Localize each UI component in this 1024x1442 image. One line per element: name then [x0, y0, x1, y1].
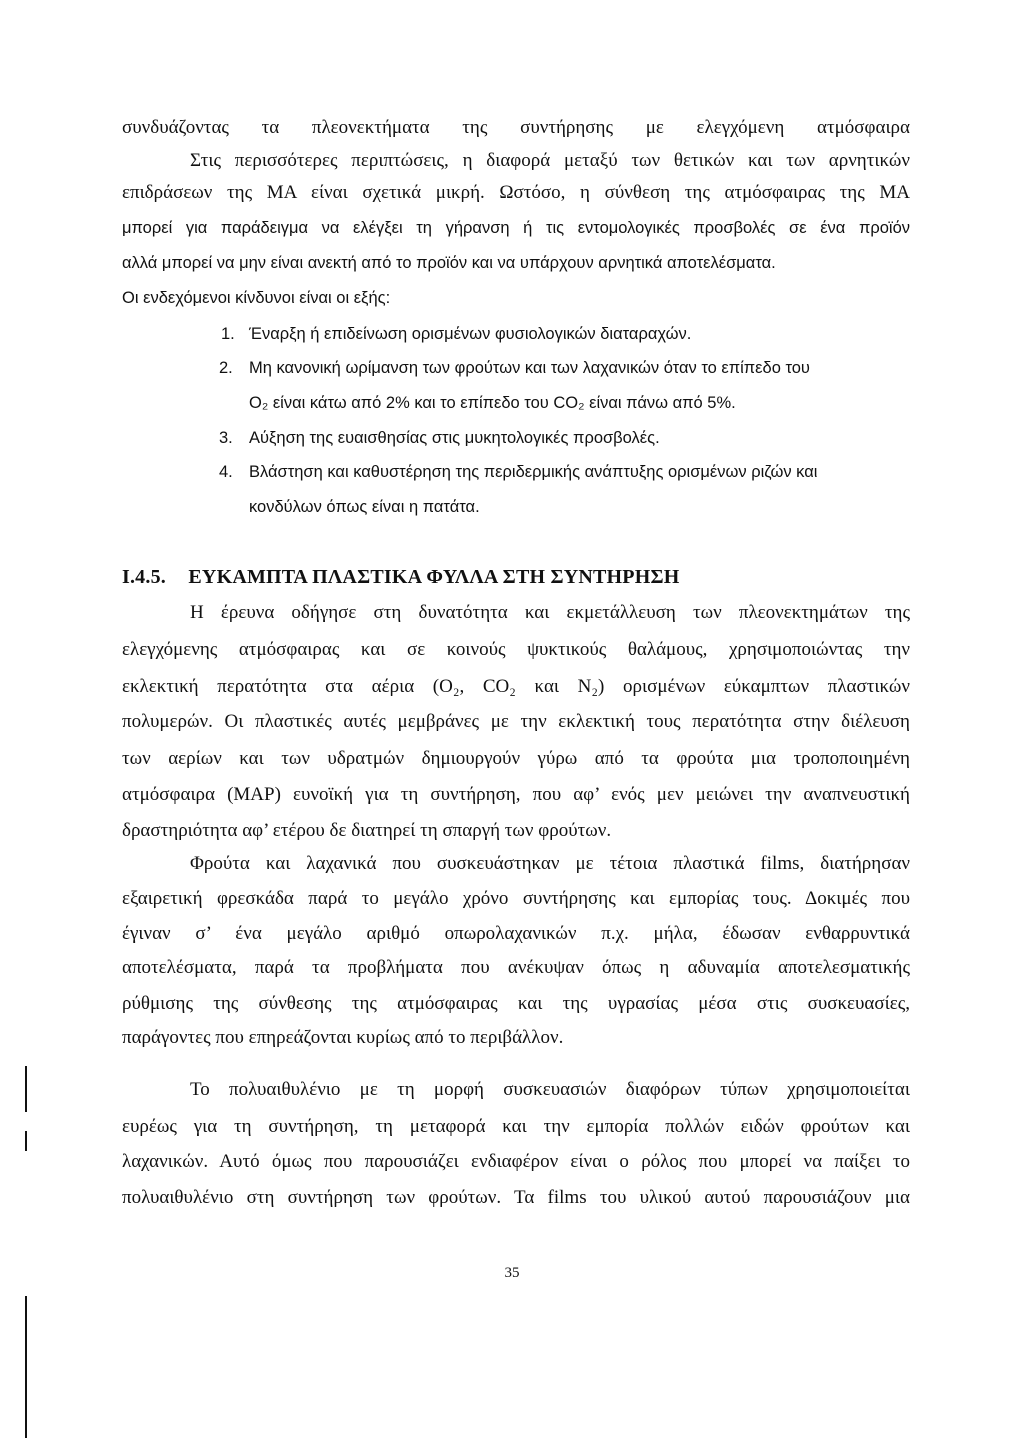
para2-line-4: αποτελέσματα, παρά τα προβλήματα που ανέκυψαν όπως η αδυναμία αποτελεσματικής	[122, 957, 910, 978]
risk-text: Μη κανονική ωρίμανση των φρούτων και των λαχανικών όταν το επίπεδο του	[249, 359, 810, 377]
intro-line-2: Στις περισσότερες περιπτώσεις, η διαφορά μεταξύ των θετικών και των αρνητικών	[190, 150, 910, 171]
para2-line-2: εξαιρετική φρεσκάδα παρά το μεγάλο χρόνο συντήρησης και εμπορίας τους. Δοκιμές που	[122, 888, 910, 909]
para1-line-5: των αερίων και των υδρατμών δημιουργούν γύρω από τα φρούτα μια τροποποιημένη	[122, 748, 910, 769]
risk-text: Βλάστηση και καθυστέρηση της περιδερμικής ανάπτυξης ορισμένων ριζών και	[249, 463, 818, 481]
risk-text: Έναρξη ή επιδείνωση ορισμένων φυσιολογικών διαταραχών.	[249, 325, 692, 343]
margin-line-mark	[25, 1296, 27, 1438]
risk-number: 2.	[219, 359, 233, 377]
para3-line-3: λαχανικών. Αυτό όμως που παρουσιάζει ενδιαφέρον είναι ο ρόλος που μπορεί να παίξει το	[122, 1151, 910, 1172]
risk-text: Ο₂ είναι κάτω από 2% και το επίπεδο του CO₂ είναι πάνω από 5%.	[249, 394, 736, 412]
intro-line-3: επιδράσεων της ΜΑ είναι σχετικά μικρή. Ωστόσο, η σύνθεση της ατμόσφαιρας της ΜΑ	[122, 182, 910, 203]
margin-line-mark	[25, 1066, 27, 1112]
intro-line-4: μπορεί για παράδειγμα να ελέγξει τη γήρανση ή τις εντομολογικές προσβολές σε ένα προϊόν	[122, 219, 910, 237]
section-title: ΕΥΚΑΜΠΤΑ ΠΛΑΣΤΙΚΑ ΦΥΛΛΑ ΣΤΗ ΣΥΝΤΗΡΗΣΗ	[188, 566, 680, 588]
intro-line-1: συνδυάζοντας τα πλεονεκτήματα της συντήρησης με ελεγχόμενη ατμόσφαιρα	[122, 117, 910, 138]
para2-line-6: παράγοντες που επηρεάζονται κυρίως από το περιβάλλον.	[122, 1027, 564, 1048]
para1-line-1: Η έρευνα οδήγησε στη δυνατότητα και εκμετάλλευση των πλεονεκτημάτων της	[190, 602, 910, 623]
intro-line-5: αλλά μπορεί να μην είναι ανεκτή από το προϊόν και να υπάρχουν αρνητικά αποτελέσματα.	[122, 254, 776, 272]
risk-number: 3.	[219, 429, 233, 447]
section-number: I.4.5.	[122, 566, 166, 588]
para2-line-3: έγιναν σ’ ένα μεγάλο αριθμό οπωρολαχανικών π.χ. μήλα, έδωσαν ενθαρρυντικά	[122, 923, 910, 944]
risk-text: κονδύλων όπως είναι η πατάτα.	[249, 498, 480, 516]
risk-number: 1.	[221, 325, 235, 343]
para1-line-3: εκλεκτική περατότητα στα αέρια (O₂, CO₂ και N₂) ορισμένων εύκαμπτων πλαστικών	[122, 676, 910, 697]
para3-line-1: Το πολυαιθυλένιο με τη μορφή συσκευασιών διαφόρων τύπων χρησιμοποιείται	[190, 1079, 910, 1100]
page-number: 35	[504, 1265, 520, 1281]
margin-line-mark	[25, 1131, 27, 1151]
para1-line-6: ατμόσφαιρα (ΜΑΡ) ευνοϊκή για τη συντήρηση, που αφ’ ενός μεν μειώνει την αναπνευστική	[122, 784, 910, 805]
risk-text: Αύξηση της ευαισθησίας στις μυκητολογικές προσβολές.	[249, 429, 660, 447]
para2-line-5: ρύθμισης της σύνθεσης της ατμόσφαιρας και της υγρασίας μέσα στις συσκευασίες,	[122, 993, 910, 1014]
para2-line-1: Φρούτα και λαχανικά που συσκευάστηκαν με τέτοια πλαστικά films, διατήρησαν	[190, 853, 910, 874]
para3-line-2: ευρέως για τη συντήρηση, τη μεταφορά και την εμπορία πολλών ειδών φρούτων και	[122, 1116, 910, 1137]
para3-line-4: πολυαιθυλένιο στη συντήρηση των φρούτων. Τα films του υλικού αυτού παρουσιάζουν μια	[122, 1187, 910, 1208]
intro-line-6: Οι ενδεχόμενοι κίνδυνοι είναι οι εξής:	[122, 289, 391, 307]
section-heading	[122, 566, 680, 588]
para1-line-4: πολυμερών. Οι πλαστικές αυτές μεμβράνες με την εκλεκτική τους περατότητα στην διέλευση	[122, 711, 910, 732]
para1-line-2: ελεγχόμενης ατμόσφαιρας και σε κοινούς ψυκτικούς θαλάμους, χρησιμοποιώντας την	[122, 639, 910, 660]
risk-number: 4.	[219, 463, 233, 481]
para1-line-7: δραστηριότητα αφ’ ετέρου δε διατηρεί τη σπαργή των φρούτων.	[122, 820, 612, 841]
